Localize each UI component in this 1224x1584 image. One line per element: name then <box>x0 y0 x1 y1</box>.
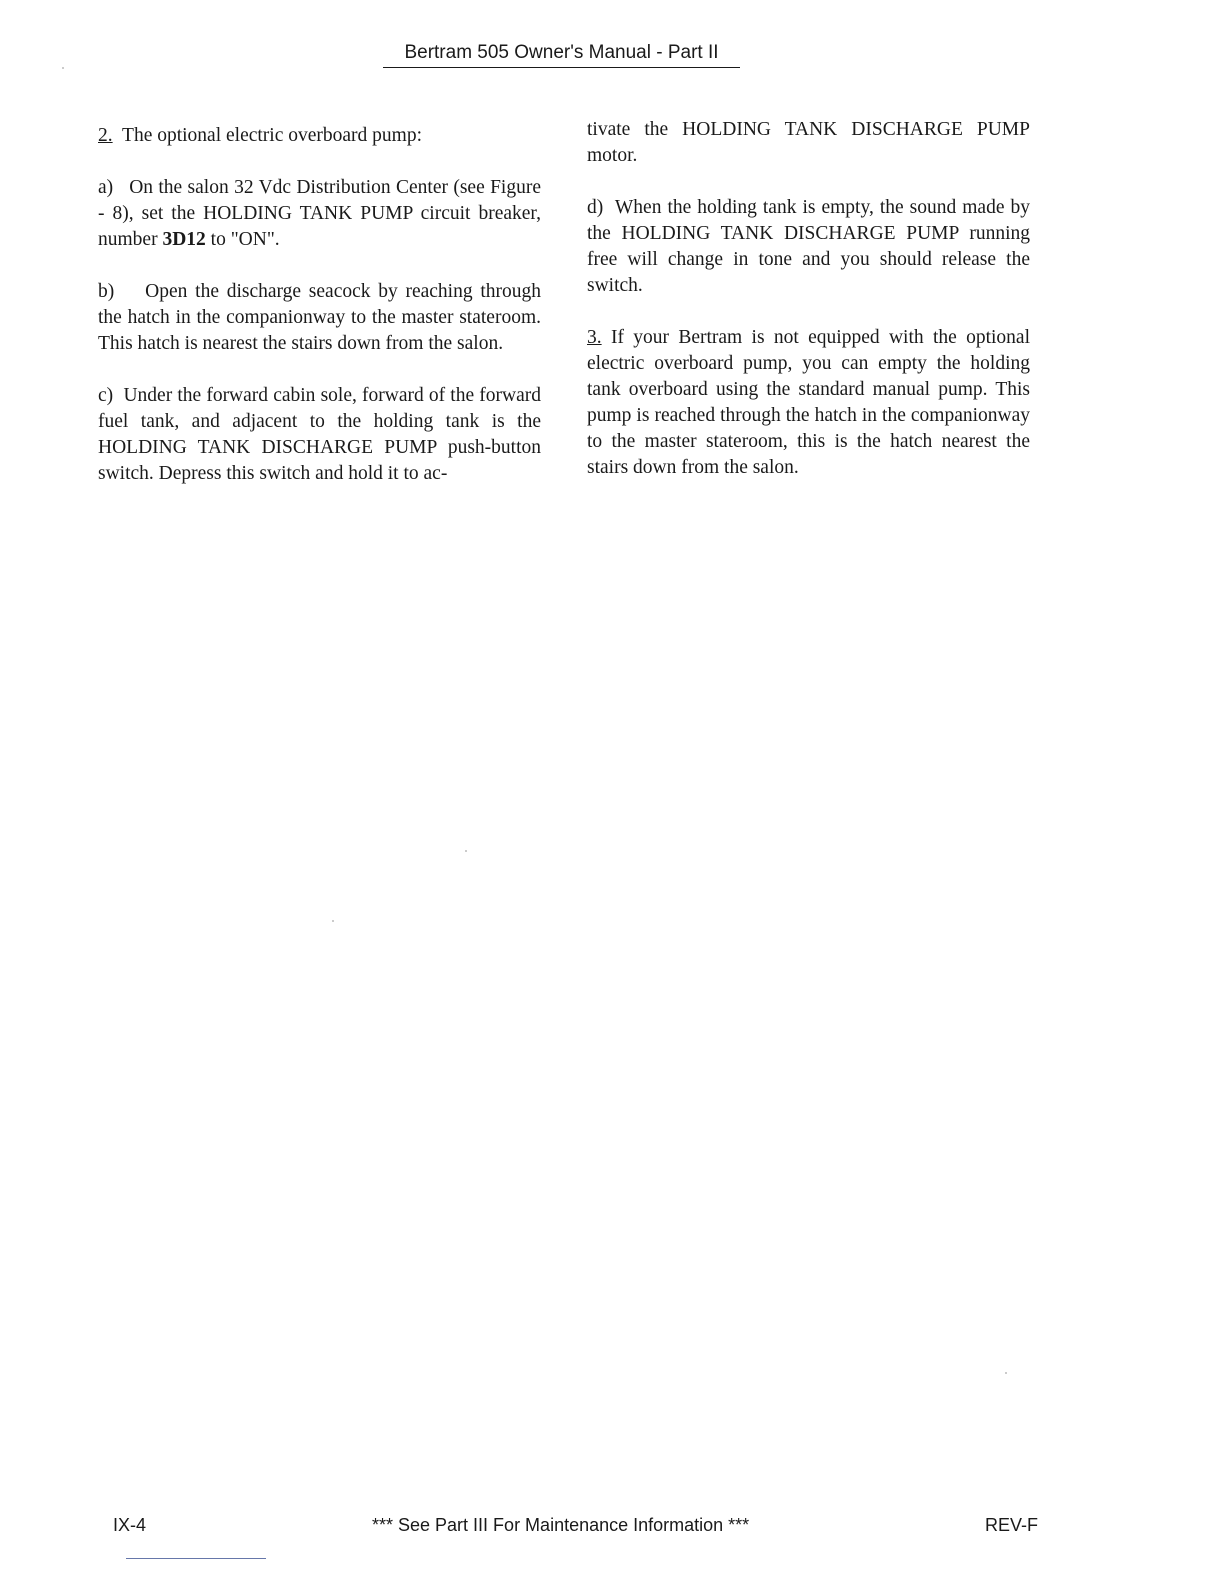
footer-note: *** See Part III For Maintenance Information *** <box>372 1515 750 1535</box>
scan-speck <box>1005 1372 1007 1374</box>
item-a-text-1: a) On the salon 32 Vdc Distribution Center (see Figure - 8), set the HOLDING TANK PUMP circuit breaker, number <box>98 177 541 250</box>
scan-speck <box>465 850 467 852</box>
footer-page-number: IX-4 <box>113 1515 147 1535</box>
item-a-paragraph <box>98 175 541 253</box>
scan-speck <box>332 920 334 922</box>
page-header-title: Bertram 505 Owner's Manual - Part II <box>383 40 740 68</box>
item-c-paragraph: c) Under the forward cabin sole, forward of the forward fuel tank, and adjacent to the holding tank is the HOLDING TANK DISCHARGE PUMP push-button switch. Depress this switch and hold it to ac- <box>98 385 541 484</box>
item-2-paragraph <box>98 123 541 149</box>
item-a-text-2: to "ON". <box>205 229 280 250</box>
item-3-text: If your Bertram is not equipped with the optional electric overboard pump, you can empty the holding tank overboard using the standard manual pump. This pump is reached through the hatch in the companionway to the master stateroom, this is the hatch nearest the stairs down from the salon. <box>587 327 1030 478</box>
item-2-number: 2. <box>98 125 113 146</box>
item-b-paragraph: b) Open the discharge seacock by reaching through the hatch in the companionway to the master stateroom. This hatch is nearest the stairs down from the salon. <box>98 281 541 354</box>
breaker-number: 3D12 <box>162 229 206 250</box>
left-column <box>98 123 541 513</box>
item-d-paragraph: d) When the holding tank is empty, the sound made by the HOLDING TANK DISCHARGE PUMP running free will change in tone and you should release the switch. <box>587 197 1030 296</box>
footer-revision: REV-F <box>985 1515 1039 1535</box>
item-2-text: The optional electric overboard pump: <box>122 125 423 146</box>
footer-rule-line <box>126 1558 266 1559</box>
scan-speck <box>62 67 64 69</box>
item-3-number: 3. <box>587 327 602 348</box>
item-3-paragraph <box>587 325 1030 481</box>
item-c-continuation-paragraph: tivate the HOLDING TANK DISCHARGE PUMP motor. <box>587 119 1030 166</box>
right-column <box>587 117 1030 507</box>
